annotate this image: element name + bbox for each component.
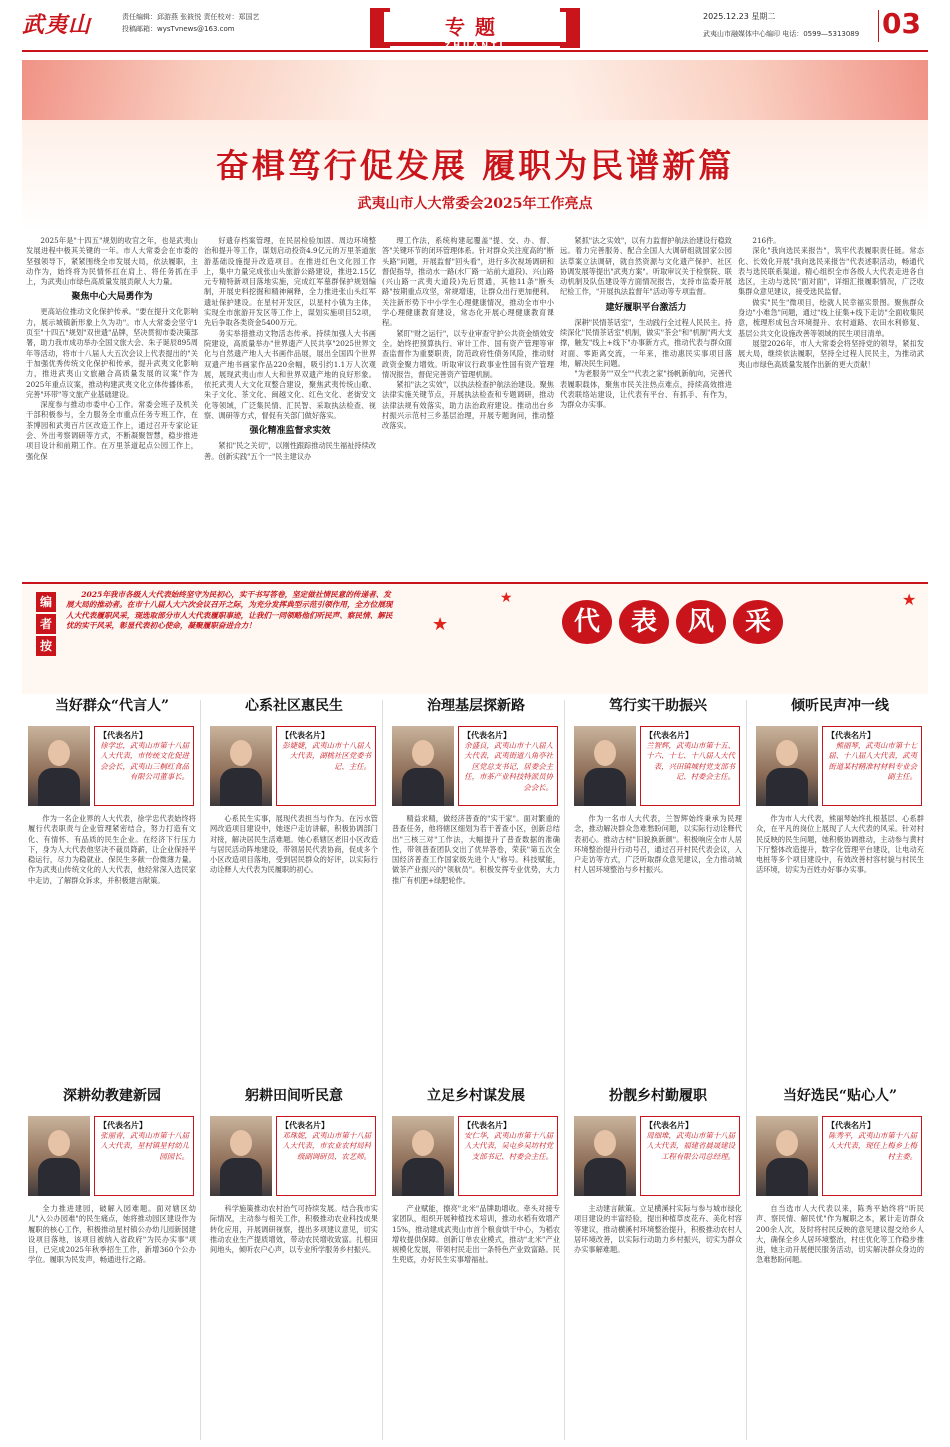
- flag-background: [22, 60, 928, 120]
- article-column-3: [382, 236, 554, 578]
- profile-photo: [28, 1116, 90, 1196]
- profile-title: 扮靓乡村勤履职: [609, 1088, 707, 1104]
- paragraph: 紧盯"财之运行"，以专业审查守护公共资金绩效安全。始终把预算执行、审计工作、国有资产管理等审查监督作为重要职责，防范政府性债务风险，推动财政资金聚力增效。听取审议行政事业性国有资产管理情况报告，督促完善资产管理机制。: [382, 328, 554, 379]
- namecard-tag: 【代表名片】: [645, 730, 693, 740]
- label-char: 者: [36, 614, 56, 634]
- main-headline: 奋楫笃行促发展 履职为民谱新篇: [215, 146, 735, 185]
- paragraph: 心系民生实事，展现代表担当与作为。在污水管网改造项目建设中，她逐户走访讲解，积极协调部门对接，解决居民生活难题。她心系辖区老旧小区改造与居民活动阵地建设，带领居民代表协商，促成多个小区改造项目落地，受到居民群众的好评，以实际行动诠释人大代表为民履职的初心。: [210, 814, 378, 875]
- profile-title: 深耕幼教建新园: [63, 1088, 161, 1104]
- editor-note: [22, 582, 928, 694]
- profile-photo: [574, 1116, 636, 1196]
- profile-title: 躬耕田间听民意: [245, 1088, 343, 1104]
- profile-card: [386, 696, 566, 885]
- profile-body: [28, 1204, 196, 1444]
- profile-title: 当好群众“代言人”: [54, 698, 170, 714]
- label-char: 按: [36, 636, 56, 656]
- namecard-text: 兰智辉，武夷山市第十五、十六、十七、十八届人大代表，兴田镇城村党支部书记、村委会主任。: [646, 741, 735, 782]
- feature-title: [562, 600, 792, 644]
- column-divider: [382, 700, 383, 1440]
- column-divider: [200, 700, 201, 1440]
- profile-namecard: [94, 1116, 194, 1196]
- star-icon: ★: [902, 590, 917, 609]
- profile-title: 笃行实干助振兴: [609, 698, 707, 714]
- paragraph: 紧扣"民之关切"，以刚性跟踪推动民生福祉持续改善。创新实践"五个一"民主建议办: [204, 441, 376, 461]
- article-column-5: [738, 236, 924, 578]
- publisher-info: 武夷山市融媒体中心编印 电话：0599—5313089: [703, 30, 860, 38]
- namecard-text: 张丽青，武夷山市第十八届人大代表，星村镇星村幼儿园园长。: [100, 1131, 189, 1161]
- profile-card: [22, 696, 202, 885]
- newspaper-logo: 武夷山: [22, 12, 92, 38]
- namecard-tag: 【代表名片】: [645, 1120, 693, 1130]
- profile-namecard: [640, 726, 740, 806]
- editor-note-label: [36, 592, 56, 658]
- profile-photo: [392, 726, 454, 806]
- sub-headline: 武夷山市人大常委会2025年工作亮点: [357, 196, 593, 212]
- profile-body: [28, 814, 196, 1084]
- star-icon: ★: [500, 590, 513, 606]
- section-heading: 建好履职平台激活力: [605, 302, 687, 313]
- profile-title: 立足乡村谋发展: [427, 1088, 525, 1104]
- paragraph: 好遗存档案管理，在民居检验加固、周边环境整治和提升等工作，谋划启动投资4.9亿元的万里茶道旅游基础设施提升改造项目。在推进红色文化园工作上，集中力量完成张山头旅游公路建设，推进2.15亿元专精特新项目落地实施，完成红军墓群保护规划编制，开展史料挖掘和精神阐释，全力推进张山头红军遗址保护建设。在星村开发区，以星村小镇为主体，实现全市旅游开发区等工作上，谋划实施项目52项，先后争取各类资金5400万元。: [204, 236, 376, 328]
- namecard-text: 周细堆，武夷山市第十八届人大代表，福建省晨晟建设工程有限公司总经理。: [646, 1131, 735, 1161]
- section-title: 专题: [445, 15, 505, 39]
- profile-namecard: [822, 726, 922, 806]
- profile-namecard: [276, 726, 376, 806]
- namecard-tag: 【代表名片】: [463, 1120, 511, 1130]
- paragraph: 科学施策推动农村治气可持续发展。结合我市实际情况，主动参与相关工作，积极推动农业科技成果转化应用，开展调研视察，提出多项建议意见，切实推动农业生产提质增效，带动农民增收致富。扎根田间地头，倾听农户心声，以专业所学服务乡村振兴。: [210, 1204, 378, 1255]
- profile-body: [210, 814, 378, 1084]
- namecard-text: 余盛良，武夷山市十八届人大代表，武夷街道八角亭社区党总支书记，居委会主任，市茶产业科技特派员协会会长。: [464, 741, 553, 792]
- paragraph: 更高站位推动文化保护传承。"要在提升文化影响力，展示城镇新形象上久为功"。市人大常委会坚守1页至"十四五"规划"双世遗"品牌，坚决贯彻市委决策部署，助力我市成功举办全国文旅大会、朱子诞辰895周年等活动，将市十八届人大五次会议上代表提出的"关于加强优秀传统文化保护和传承，提升武夷文化影响力，推进武夷山文旅融合高质量发展的议案"作为2025年重点议案，推动构建武夷文化立体传播体系，完善"环带"等文旅产业基础建设。: [26, 307, 198, 399]
- feature-char: 表: [619, 600, 669, 644]
- section-heading: 聚焦中心大局勇作为: [71, 292, 153, 303]
- profile-title: 治理基层探新路: [427, 698, 525, 714]
- paragraph: 紧扣"法之实效"，以执法检查护航法治建设。聚焦法律实施关键节点，开展执法检查和专题调研，推动法律法规有效落实，助力法治政府建设。推动出台乡村振兴示范村三乡基层治理，开展专题询问，推动整改落实。: [382, 380, 554, 431]
- paragraph: 深耕"民情茶话室"，生动践行全过程人民民主。持续深化"民情茶话室"机制，做实"茶会"和"机制"两大支撑，触发"线上+线下"办事新方式，推动代表与群众面对面、零距离交流，一年来，推动惠民实事项目落地，解决民生问题。: [560, 317, 732, 368]
- namecard-text: 安仁华，武夷山市第十八届人大代表，吴屯乡吴坊村党支部书记、村委会主任。: [464, 1131, 553, 1161]
- profile-title: 当好选民“贴心人”: [782, 1088, 898, 1104]
- namecard-tag: 【代表名片】: [99, 1120, 147, 1130]
- feature-banner: [22, 60, 928, 230]
- column-divider: [564, 700, 565, 1440]
- article-column-1: [26, 236, 198, 578]
- paragraph: 作为市人大代表，熊丽琴始终扎根基层、心系群众，在平凡的岗位上展现了人大代表的风采。针对村民反映的民生问题，她积极协调推动，主动参与黄村下厅整体改造提升，数字化管理平台建设，让电动充电桩等多个项目建设中，有效改善村容村貌与村民生活环境，切实为百姓办好事办实事。: [756, 814, 924, 875]
- paragraph: 主动建言献策。立足横溪村实际与参与城市绿化项目建设的丰富经验，提出种植草皮花卉、美化村容等建议，推动横溪村环境整治提升，积极推动农村人居环境改善，以实际行动助力乡村振兴，切实为群众办实事解难题。: [574, 1204, 742, 1255]
- profile-body: [392, 1204, 560, 1444]
- issue-date: 2025.12.23 星期二: [703, 12, 776, 21]
- profile-card: [204, 1086, 384, 1255]
- profile-card: [568, 696, 748, 875]
- profile-namecard: [94, 726, 194, 806]
- profile-namecard: [458, 726, 558, 806]
- page-number: 03: [882, 7, 921, 40]
- paragraph: 展望2026年，市人大常委会将坚持党的领导，紧扣发展大局，继续依法履职，坚持全过程人民民主，为推动武夷山市绿色高质量发展作出新的更大贡献！: [738, 338, 924, 369]
- profile-photo: [574, 726, 636, 806]
- article-column-2: [204, 236, 376, 578]
- star-icon: ★: [432, 614, 449, 635]
- column-divider: [746, 700, 747, 1440]
- editor-note-text: 2025年我市各级人大代表始终坚守为民初心，实干书写答卷，坚定做社情民意的传递者、发展大局的推动者。在市十八届人大六次会议召开之际，为充分发挥典型示范引领作用，全方位展现人大代表履职风采，现选取部分市人大代表履职事迹，让我们一同领略他们听民声、察民情、解民忧的实干风采，彰显代表初心使命，凝聚履职奋进合力！: [66, 590, 393, 630]
- profile-body: [574, 814, 742, 1084]
- profile-card: [22, 1086, 202, 1265]
- profile-body: [210, 1204, 378, 1444]
- section-pinyin: ZHUANTI: [444, 41, 506, 50]
- paragraph: 216件。: [752, 236, 781, 245]
- namecard-tag: 【代表名片】: [281, 1120, 329, 1130]
- namecard-text: 徐学忠，武夷山市第十八届人大代表，市传统文化促进会会长，武夷山三桐红食品有限公司董事长。: [100, 741, 189, 782]
- paragraph: 产业赋能，擦亮"北米"品牌助增收。牵头对接专家团队，组织开展种植技术培训，推动水稻有效增产15%，推动建成武夷山市首个粮食烘干中心，为稻农增收提供保障。创新订单农业模式，推动"北米"产业规模化发展，带领村民走出一条特色产业致富路。民生兜底，办好民生实事增福祉。: [392, 1204, 560, 1265]
- feature-char: 采: [733, 600, 783, 644]
- profile-photo: [756, 1116, 818, 1196]
- profile-namecard: [640, 1116, 740, 1196]
- paragraph: 作为一名企业界的人大代表，徐学忠代表始终将履行代表职责与企业管理紧密结合，努力打造有文化、有情怀、有品质的民生企业。在经济下行压力下，身为人大代表他坚决不裁员降薪，让企业保持平稳运行，尽力为稳就业、保民生多献一份微薄力量。作为武夷山传统文化的人大代表，他经常深入选民家中走访，了解群众诉求，并积极建言献策。: [28, 814, 196, 885]
- namecard-text: 邓珠妮，武夷山市第十八届人大代表，市农业农村局科级副调研员、农艺师。: [282, 1131, 371, 1161]
- namecard-tag: 【代表名片】: [463, 730, 511, 740]
- section-band: [370, 8, 580, 48]
- editor-credits: 责任编辑：邱游燕 张筱悦 责任校对：郑国艺: [122, 13, 260, 21]
- label-char: 编: [36, 592, 56, 612]
- profile-title: 倾听民声冲一线: [791, 698, 889, 714]
- paragraph: 理工作法，系统构建起覆盖"提、交、办、督、答"关键环节的闭环管理体系。针对群众关注度高的"断头路"问题，开展监督"回头看"，进行多次视场调研和督促指导，推动水一路(水厂路一站前大道段)、兴山路(兴山路一武夷大道段)先后贯通，其他11条"断头路"按期重点攻坚，常规增速，让群众出行更加便利。关注新形势下中小学生心理健康情况，推动全市中小学心理健康教育建设，常态化开展心理健康教育课程。: [382, 236, 554, 328]
- paragraph: 深度参与推动市委中心工作。常委会班子及机关干部积极参与，全力服务全市重点任务专班工作，在茶博园和武夷百片区改造工作上，通过召开专家论证会、外出考察调研等方式，不断凝聚智慧，稳步推进项目设计和前期工作。在万里茶道起点公园工作上，强化保: [26, 400, 198, 461]
- profile-card: [204, 696, 384, 875]
- profile-namecard: [822, 1116, 922, 1196]
- paragraph: 全力推进建园，破解入园难题。面对辖区幼儿"入公办园难"的民生痛点，她将推动园区建设作为履职的核心工作，积极推动星村镇公办幼儿园新园建设项目落地，该项目被纳入省政府"为民办实事"项目，已完成2025年秋季招生工作，新增360个公办学位。履职为民发声，畅通进行之路。: [28, 1204, 196, 1265]
- profile-photo: [756, 726, 818, 806]
- namecard-tag: 【代表名片】: [281, 730, 329, 740]
- paragraph: 务实举措推动文物活态传承。持续加强人大书画院建设，高质量举办"世界遗产人民共享"2025世界文化与自然遗产地人大书画作品展，展出全国四个世界双遗产地书画家作品220余幅，吸引约1.1万人次观展，展现武夷山市人大和世界双遗产地的良好形象。依托武夷人大文化双整合建设，聚焦武夷传统山歌、朱子文化、茶文化、闽越文化、红色文化、老街安文化等领域，广泛集民情、汇民智、采取执法检查、视察、调研等方式，督促有关部门做好落实。: [204, 328, 376, 421]
- paragraph: 做实"民生"微项目，绘就人民幸福实景图。聚焦群众身边"小难急"问题，通过"线上征集+线下走访"全面收集民意，梳理形成包含环境提升、农村道路、农田水利修复、基层公共文化设施改善等领域的民生项目清单。: [738, 297, 924, 338]
- divider: [878, 10, 879, 42]
- namecard-tag: 【代表名片】: [827, 1120, 875, 1130]
- profile-photo: [210, 726, 272, 806]
- profile-body: [756, 1204, 924, 1444]
- profile-card: [386, 1086, 566, 1265]
- profile-body: [574, 1204, 742, 1444]
- masthead-rule: [22, 50, 928, 52]
- namecard-text: 熊丽琴，武夷山市第十七届、十八届人大代表，武夷街道某村精准村材料专业会副主任。: [828, 741, 917, 782]
- submission-email: 投稿邮箱：wysTvnews@163.com: [122, 25, 235, 33]
- profile-card: [750, 1086, 930, 1265]
- feature-char: 代: [562, 600, 612, 644]
- section-heading: 强化精准监督求实效: [249, 426, 331, 437]
- paragraph: 紧抓"法之实效"，以有力监督护航法治建设行稳致远。着力完善服务、配合全国人大调研组就国家公园法草案立法调研，就自然资源与文化遗产保护、社区协调发展等提出"武夷方案"。听取审议关于检察院、联动机制及队伍建设等方面情况报告，支持市监委开展纪检工作，"开展执法监督年"活动等专项监督。: [560, 236, 732, 297]
- paragraph: 深化"我向选民来报告"，筑牢代表履职责任链。常态化、长效化开展"我向选民来报告"代表述职活动，畅通代表与选民联系渠道。精心组织全市各级人大代表走进各自选区，主动与选民"面对面"，详细汇报履职情况，广泛收集群众意见建议，接受选民监督。: [738, 246, 924, 297]
- profile-photo: [28, 726, 90, 806]
- namecard-text: 彭婕婕，武夷山市十八届人大代表，湖桃社区党委书记、主任。: [282, 741, 371, 771]
- profile-body: [392, 814, 560, 1084]
- masthead: [0, 0, 950, 50]
- editor-info: [122, 11, 259, 35]
- profile-namecard: [458, 1116, 558, 1196]
- paragraph: 自当选市人大代表以来，陈秀平始终将"听民声、察民情、解民忧"作为履职之本，累计走访群众200余人次，及时将村民反映的意见建议提交给乡人大，确保全乡人居环境整治，村庄优化等工作稳步推进，她主动开展便民服务活动，切实解决群众身边的急难愁盼问题。: [756, 1204, 924, 1265]
- profile-photo: [210, 1116, 272, 1196]
- profile-card: [750, 696, 930, 875]
- profile-body: [756, 814, 924, 1084]
- paragraph: 作为一名市人大代表，兰智辉始终秉承为民理念，推动解决群众急难愁盼问题，以实际行动诠释代表初心。推动古村"旧貌换新颜"。积极响应全市人居环境整治提升行动号召，通过召开村民代表会议，入户走访等方式，广泛听取群众意见建议，全力推动城村人居环境整治与乡村振兴。: [574, 814, 742, 875]
- paragraph: 精益求精，做经济普查的"实干家"。面对繁重的普查任务，他将辖区细划为若干普查小区，创新总结出"三核三对"工作法，大幅提升了普查数据的准确性，带领普查团队交出了优异答卷，荣获"第五次全国经济普查工作国家级先进个人"称号。科技赋能，做茶产业振兴的"领航员"。积极发挥专业优势，大力推广有机肥+绿肥轮作。: [392, 814, 560, 885]
- profile-title: 心系社区惠民生: [245, 698, 343, 714]
- profile-namecard: [276, 1116, 376, 1196]
- paragraph: 2025年是"十四五"规划的收官之年，也是武夷山发展进程中极其关键的一年。市人大常委会在市委的坚强领导下，紧紧围绕全市发展大局，依法履职，主动作为，始终将为民情怀扛在肩上、将任务抓在手上，为武夷山市绿色高质量发展贡献人大力量。: [26, 236, 198, 287]
- namecard-text: 陈秀平，武夷山市第十八届人大代表，现任上梅乡上梅村主委。: [828, 1131, 917, 1161]
- feature-char: 风: [676, 600, 726, 644]
- profile-card: [568, 1086, 748, 1255]
- paragraph: "为老服务""双全""代表之家"扬帆新航向，完善代表履职载体，聚焦市民关注热点难点，持续高效推进代表联络站建设，让代表有平台、有抓手、有作为，为群众办实事。: [560, 369, 732, 410]
- profile-photo: [392, 1116, 454, 1196]
- article-column-4: [560, 236, 732, 578]
- namecard-tag: 【代表名片】: [827, 730, 875, 740]
- namecard-tag: 【代表名片】: [99, 730, 147, 740]
